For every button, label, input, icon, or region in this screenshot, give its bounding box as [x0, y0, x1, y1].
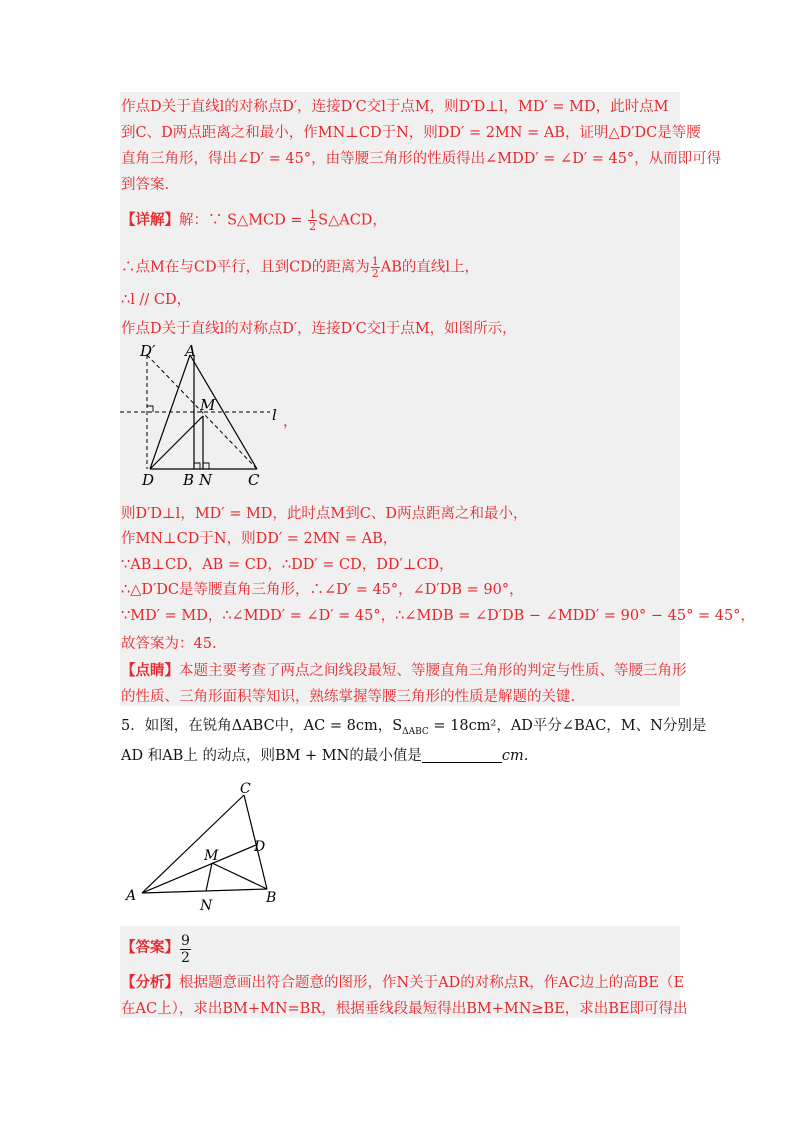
segment-ad-2 [142, 845, 256, 893]
step-line-1: 则D′D⊥l，MD′ = MD，此时点M到C、D两点距离之和最小， [121, 506, 528, 522]
figure-2-diagram [120, 780, 300, 915]
segment-ac-2 [142, 795, 244, 893]
label-a: A [185, 342, 196, 360]
answer-analysis-line-1 [121, 973, 684, 993]
fig2-label-m: M [204, 848, 219, 864]
question-5-sub: ΔABC [402, 726, 429, 737]
question-5-text-2: AD 和AB上 的动点，则BM + MN的最小值是 [121, 748, 422, 764]
label-d: D [142, 471, 155, 489]
segment-mb-2 [212, 863, 267, 889]
comment-line-1 [121, 661, 687, 681]
analysis-line-1: 作点D关于直线l的对称点D′，连接D′C交l于点M，则D′D⊥l，MD′ = MD，此时点M [121, 99, 669, 115]
fig2-label-n: N [200, 898, 213, 914]
construct-line: 作点D关于直线l的对称点D′，连接D′C交l于点M，如图所示， [121, 321, 517, 337]
fraction-half: $\frac{1}{2}$ [309, 208, 317, 233]
detail-line [121, 209, 387, 232]
label-dprime: D′ [140, 342, 156, 360]
fig2-label-c: C [240, 781, 251, 797]
point-m-text-tail: AB的直线l上， [380, 259, 480, 276]
answer-line [121, 933, 192, 966]
question-5-line-1 [121, 716, 706, 742]
comment-tag: 【点睛】 [121, 662, 179, 679]
detail-text: 解：∵ S△MCD = [179, 212, 308, 229]
parallel-line: ∴l // CD， [121, 292, 192, 308]
answer-tag: 【答案】 [121, 939, 179, 956]
comment-line-2: 的性质、三角形面积等知识，熟练掌握等腰三角形的性质是解题的关键. [121, 689, 576, 705]
right-angle-marker-3 [203, 463, 209, 469]
segment-mn-2 [206, 863, 212, 891]
comment-text-1: 本题主要考查了两点之间线段最短、等腰直角三角形的判定与性质、等腰三角形 [179, 663, 687, 679]
point-m-text: ∴点M在与CD平行，且到CD的距离为 [121, 259, 370, 276]
right-angle-marker-1 [147, 406, 153, 412]
analysis-line-3: 直角三角形，得出∠D′ = 45°，由等腰三角形的性质得出∠MDD′ = ∠D′ = 45°，从而即可得 [121, 151, 722, 167]
figure-1-diagram [120, 340, 310, 490]
segment-dm [150, 416, 203, 469]
analysis-line-2: 到C、D两点距离之和最小，作MN⊥CD于N，则DD′ = 2MN = AB，证明△D′DC是等腰 [121, 125, 701, 141]
fig2-label-d: D [254, 839, 266, 855]
step-line-2: 作MN⊥CD于N，则DD′ = 2MN = AB， [121, 531, 398, 547]
answer-analysis-text-1: 根据题意画出符合题意的图形，作N关于AD的对称点R，作AC边上的高BE（E [179, 975, 685, 991]
fig2-label-b: B [266, 890, 277, 906]
segment-ab-2 [142, 889, 267, 893]
answer-unit: cm. [501, 748, 529, 764]
fig2-label-a: A [126, 888, 137, 904]
step-line-5: ∵MD′ = MD，∴∠MDD′ = ∠D′ = 45°，∴∠MDB = ∠D′DB − ∠MDD′ = 90° − 45° = 45°， [121, 608, 755, 624]
analysis-line-4: 到答案. [121, 177, 170, 193]
right-angle-marker-2 [194, 463, 200, 469]
label-c: C [248, 471, 260, 489]
answer-blank [422, 748, 502, 763]
figure-trailing-comma: ， [283, 414, 298, 430]
detail-text-tail: S△ACD， [318, 212, 387, 229]
question-5-line-2 [121, 746, 528, 766]
label-b: B [183, 471, 195, 489]
step-line-6: 故答案为：45. [121, 636, 217, 652]
label-l: l [272, 406, 277, 424]
answer-analysis-line-2: 在AC上），求出BM+MN=BR，根据垂线段最短得出BM+MN≥BE，求出BE即可得出 [121, 1001, 688, 1017]
answer-fraction: $\frac{9}{2}$ [181, 933, 190, 966]
label-n: N [199, 471, 213, 489]
question-5-text: 5．如图，在锐角ΔABC中，AC = 8cm，S [121, 718, 403, 734]
fraction-half-2: $\frac{1}{2}$ [371, 255, 379, 280]
label-m: M [200, 396, 216, 414]
step-line-3: ∵AB⊥CD，AB = CD，∴DD′ = CD，DD′⊥CD， [121, 557, 454, 573]
point-m-line [121, 256, 479, 279]
analysis-tag: 【分析】 [121, 974, 179, 991]
detail-tag: 【详解】 [121, 211, 179, 229]
question-5-text-tail: = 18cm²，AD平分∠BAC，M、N分别是 [428, 718, 707, 734]
step-line-4: ∴△D′DC是等腰直角三角形，∴∠D′ = 45°，∠D′DB = 90°， [121, 582, 524, 598]
